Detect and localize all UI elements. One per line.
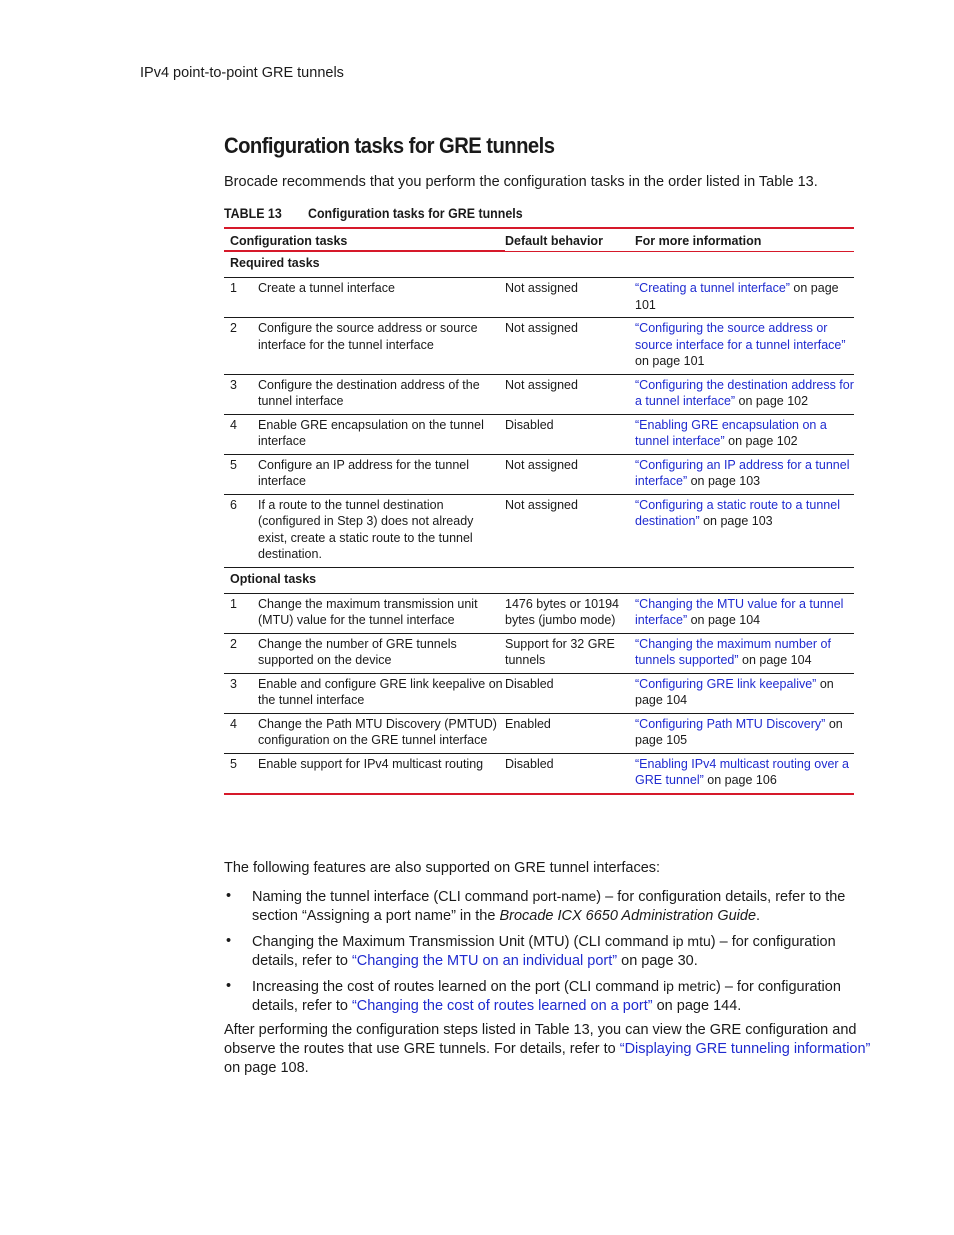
table-row xyxy=(224,674,854,714)
doc-link[interactable]: “Configuring Path MTU Discovery” xyxy=(635,716,826,731)
after-table-paragraph: The following features are also supported on GRE tunnel interfaces: xyxy=(224,860,661,876)
default-behavior: Disabled xyxy=(505,676,554,691)
doc-link[interactable]: “Configuring the source address or source interface for a tunnel interface” xyxy=(635,321,846,352)
default-behavior: Disabled xyxy=(505,417,554,432)
default-behavior: Not assigned xyxy=(505,281,578,295)
page-reference: on page 103 xyxy=(687,474,761,488)
page-reference: on page 102 xyxy=(724,434,798,448)
table-header-row xyxy=(224,229,854,252)
table-row xyxy=(224,634,854,674)
step-number: 2 xyxy=(230,321,237,335)
task-description: Configure the destination address of the tunnel interface xyxy=(258,377,480,408)
route-cost-link[interactable]: “Changing the cost of routes learned on a port” xyxy=(351,998,653,1014)
step-number: 1 xyxy=(230,281,237,295)
page-reference: on page 104 xyxy=(738,653,812,667)
cli-command: port-name xyxy=(532,888,597,904)
default-behavior: Disabled xyxy=(505,756,554,771)
table-label: TABLE 13 xyxy=(224,206,282,221)
step-number: 4 xyxy=(230,716,237,731)
more-info-cell xyxy=(635,674,854,713)
table-row xyxy=(224,375,854,415)
bullet-icon: • xyxy=(226,933,232,949)
list-item: • Naming the tunnel interface (CLI command port-name) – for configuration details, refer to the section “Assigning a port name” in the Brocade ICX 6650 Administration Guide. xyxy=(226,888,846,924)
cli-command: ip metric xyxy=(663,978,716,994)
task-description: Enable GRE encapsulation on the tunnel interface xyxy=(258,417,484,448)
page-reference: on page 106 xyxy=(703,773,777,787)
step-number: 6 xyxy=(230,497,237,512)
default-behavior: Not assigned xyxy=(505,377,578,392)
more-info-cell xyxy=(635,754,854,793)
page-reference: on page 101 xyxy=(635,354,705,368)
doc-link[interactable]: “Enabling GRE encapsulation on a tunnel interface” xyxy=(635,417,827,448)
section-title: Configuration tasks for GRE tunnels xyxy=(224,133,555,158)
step-number: 2 xyxy=(230,636,237,651)
mtu-link[interactable]: “Changing the MTU on an individual port” xyxy=(351,953,618,969)
page-reference: on page 104 xyxy=(635,676,834,707)
task-description: Configure the source address or source interface for the tunnel interface xyxy=(258,321,478,352)
optional-group-row xyxy=(224,568,854,594)
more-info-cell xyxy=(635,594,854,633)
list-item: • Changing the Maximum Transmission Unit (MTU) (CLI command ip mtu) – for configuration details, refer to “Changing the MTU on an individual port” on page 30. xyxy=(226,933,836,969)
page-reference: on page 105 xyxy=(635,716,843,747)
header-more-info: For more information xyxy=(635,234,762,248)
table-title: Configuration tasks for GRE tunnels xyxy=(308,206,523,221)
page-reference: on page 102 xyxy=(735,394,809,408)
task-description: Create a tunnel interface xyxy=(258,281,395,295)
more-info-cell xyxy=(635,318,854,374)
bullet-icon: • xyxy=(226,978,232,994)
display-gre-link[interactable]: “Displaying GRE tunneling information” xyxy=(619,1041,871,1057)
more-info-cell xyxy=(635,278,854,317)
default-behavior: Not assigned xyxy=(505,321,578,335)
config-tasks-table xyxy=(224,227,854,795)
list-item: • Increasing the cost of routes learned on the port (CLI command ip metric) – for configuration details, refer to “Changing the cost of routes learned on a port” on page 144. xyxy=(226,978,841,1014)
doc-link[interactable]: “Configuring a static route to a tunnel destination” xyxy=(635,497,840,528)
task-description: Change the Path MTU Discovery (PMTUD) configuration on the GRE tunnel interface xyxy=(258,716,497,747)
table-bottom-rule xyxy=(224,793,854,795)
doc-link[interactable]: “Changing the maximum number of tunnels supported” xyxy=(635,636,831,667)
table-row xyxy=(224,754,854,793)
table-caption xyxy=(224,206,541,221)
table-row xyxy=(224,714,854,754)
header-config-tasks: Configuration tasks xyxy=(224,229,505,251)
table-row xyxy=(224,594,854,634)
more-info-cell xyxy=(635,634,854,673)
required-tasks-label: Required tasks xyxy=(230,256,320,270)
step-number: 5 xyxy=(230,457,237,472)
page-reference: on page 103 xyxy=(699,514,773,528)
page-reference: on page 101 xyxy=(635,281,839,312)
more-info-cell xyxy=(635,455,854,494)
default-behavior: 1476 bytes or 10194 bytes (jumbo mode) xyxy=(505,596,619,627)
more-info-cell xyxy=(635,415,854,454)
step-number: 3 xyxy=(230,377,237,392)
page-reference: on page 104 xyxy=(687,613,761,627)
task-description: If a route to the tunnel destination (configured in Step 3) does not already exist, create a static route to the tunnel destination. xyxy=(258,497,474,561)
header-default-behavior: Default behavior xyxy=(505,234,603,248)
step-number: 3 xyxy=(230,676,237,691)
more-info-cell xyxy=(635,495,854,567)
guide-title: Brocade ICX 6650 Administration Guide xyxy=(499,908,757,924)
table-row xyxy=(224,415,854,455)
step-number: 4 xyxy=(230,417,237,432)
default-behavior: Not assigned xyxy=(505,457,578,472)
doc-link[interactable]: “Configuring GRE link keepalive” xyxy=(635,676,817,691)
intro-paragraph: Brocade recommends that you perform the configuration tasks in the order listed in Table 13. xyxy=(224,174,818,190)
task-description: Enable and configure GRE link keepalive on the tunnel interface xyxy=(258,676,503,707)
bullet-icon: • xyxy=(226,888,232,904)
task-description: Enable support for IPv4 multicast routing xyxy=(258,756,484,771)
table-row xyxy=(224,318,854,375)
doc-link[interactable]: “Changing the MTU value for a tunnel interface” xyxy=(635,596,844,627)
table-row xyxy=(224,278,854,318)
required-group-row xyxy=(224,252,854,278)
doc-link[interactable]: “Creating a tunnel interface” xyxy=(635,281,790,295)
more-info-cell xyxy=(635,375,854,414)
task-description: Change the number of GRE tunnels supported on the device xyxy=(258,636,457,667)
doc-link[interactable]: “Enabling IPv4 multicast routing over a GRE tunnel” xyxy=(635,756,849,787)
default-behavior: Enabled xyxy=(505,716,551,731)
cli-command: ip mtu xyxy=(672,933,711,949)
doc-link[interactable]: “Configuring an IP address for a tunnel interface” xyxy=(635,457,850,488)
table-row xyxy=(224,495,854,568)
feature-list xyxy=(224,887,884,1022)
step-number: 5 xyxy=(230,756,237,771)
default-behavior: Support for 32 GRE tunnels xyxy=(505,636,615,667)
table-row xyxy=(224,455,854,495)
running-header: IPv4 point-to-point GRE tunnels xyxy=(140,65,344,81)
step-number: 1 xyxy=(230,596,237,611)
default-behavior: Not assigned xyxy=(505,497,578,512)
more-info-cell xyxy=(635,714,854,753)
task-description: Change the maximum transmission unit (MTU) value for the tunnel interface xyxy=(258,596,478,627)
task-description: Configure an IP address for the tunnel interface xyxy=(258,457,470,488)
doc-link[interactable]: “Configuring the destination address for a tunnel interface” xyxy=(635,377,854,408)
optional-tasks-label: Optional tasks xyxy=(230,571,317,586)
closing-paragraph: After performing the configuration steps listed in Table 13, you can view the GRE configuration and observe the routes that use GRE tunnels. For details, refer to “Displaying GRE tunneling information” on page 108. xyxy=(224,1022,871,1076)
